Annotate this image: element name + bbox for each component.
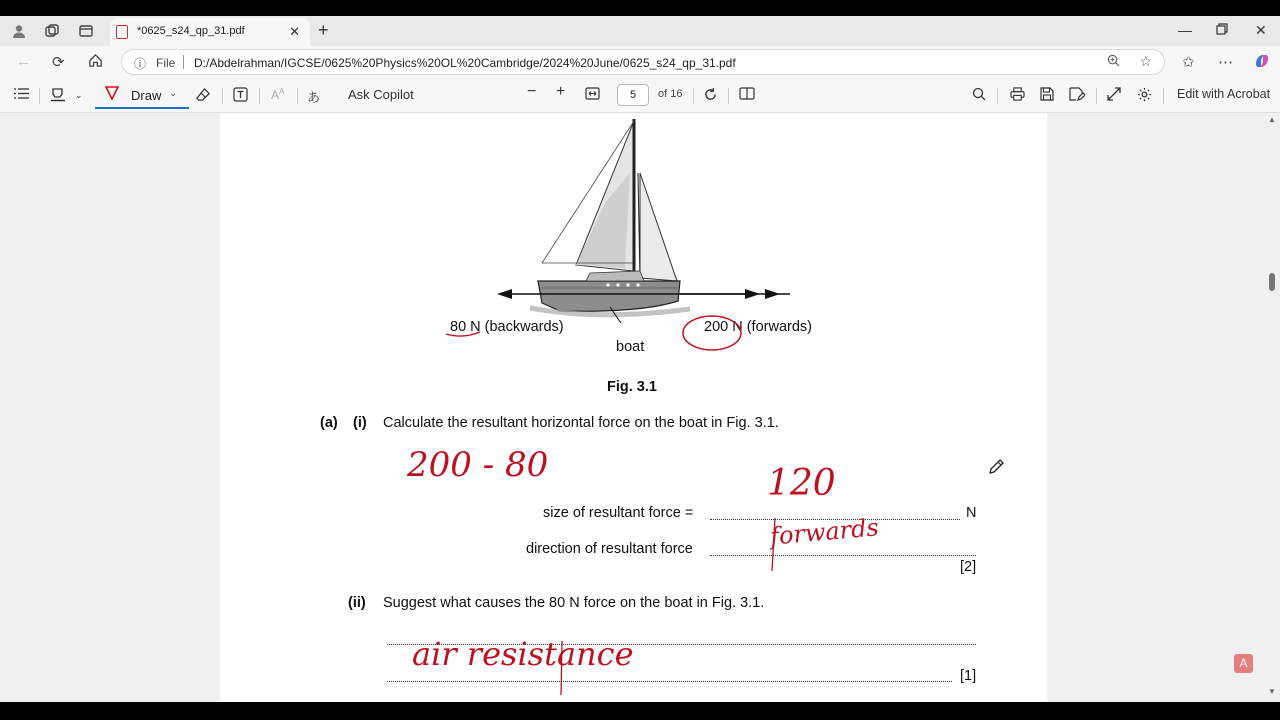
direction-answer-line[interactable] [710,554,976,556]
more-menu-icon[interactable]: ⋯ [1218,54,1233,71]
tab-actions-icon[interactable] [77,22,95,40]
highlight-icon[interactable] [50,87,66,105]
translate-icon[interactable]: あ [307,90,321,105]
close-tab-icon[interactable]: ✕ [289,24,300,39]
marks-i: [2] [960,559,977,575]
settings-gear-icon[interactable] [1137,87,1152,105]
part-ii-label: (ii) [348,595,366,611]
answer-line-2[interactable] [387,680,952,682]
scrollbar-thumb[interactable] [1269,273,1275,291]
tab-pdf[interactable] [110,18,310,46]
scroll-down-icon[interactable]: ▼ [1268,687,1276,696]
highlight-chevron-icon[interactable]: ⌄ [75,90,83,100]
draw-button[interactable] [95,81,189,109]
find-icon[interactable] [972,87,986,104]
pdf-viewer[interactable] [0,113,1280,702]
size-unit: N [966,505,977,521]
profile-icon[interactable] [10,22,28,40]
handwritten-direction-answer: forwards [768,513,880,551]
favorites-icon[interactable]: ✩ [1182,54,1195,71]
new-tab-icon[interactable]: + [318,20,329,40]
draw-label: Draw [131,88,162,103]
handwritten-working: 200 - 80 [407,445,549,485]
toolbar-divider [1163,88,1164,104]
handwritten-cause-answer: air resistance [412,635,634,673]
toolbar-divider [259,88,260,104]
part-a-label: (a) [320,415,338,431]
part-i-label: (i) [353,415,367,431]
ink-annotations [220,113,1047,702]
restore-icon[interactable] [1216,22,1228,38]
toolbar-divider [1096,88,1097,104]
toolbar-divider [693,88,694,104]
draw-chevron-icon[interactable]: ⌄ [169,88,178,99]
workspaces-icon[interactable] [43,22,61,40]
fullscreen-icon[interactable] [1107,87,1121,104]
pdf-file-icon [116,25,128,39]
zoom-in-icon[interactable]: + [556,83,566,100]
back-icon[interactable]: ← [16,53,31,70]
toolbar-divider [222,88,223,104]
print-icon[interactable] [1010,87,1025,104]
page-view-icon[interactable] [739,87,755,103]
close-window-icon[interactable]: ✕ [1255,22,1267,38]
boat-label: boat [616,339,645,355]
browser-window [0,16,1280,702]
copilot-icon[interactable] [1253,52,1271,74]
text-box-icon[interactable] [233,87,248,105]
page-total: of 16 [658,88,683,100]
handwritten-size-answer: 120 [767,463,836,504]
pdf-toolbar [0,78,1280,113]
eraser-icon[interactable] [196,87,211,105]
favorite-star-icon[interactable]: ☆ [1139,53,1152,69]
toolbar-divider [728,88,729,104]
question-ii-text: Suggest what causes the 80 N force on the boat in Fig. 3.1. [383,595,765,611]
contents-icon[interactable] [14,87,29,103]
address-bar[interactable] [121,49,1165,75]
save-icon[interactable] [1040,87,1054,104]
info-icon[interactable]: ⓘ [134,57,147,71]
page-number-input[interactable]: 5 [617,84,649,106]
ask-copilot-button[interactable]: Ask Copilot [348,87,414,102]
refresh-icon[interactable]: ⟳ [52,54,65,71]
fit-page-icon[interactable] [585,87,600,103]
scroll-up-icon[interactable]: ▲ [1268,115,1276,124]
zoom-out-icon[interactable]: − [527,83,537,100]
draw-pen-icon [105,86,119,103]
navigation-bar [0,46,1280,78]
read-aloud-icon[interactable]: $A^A$ [271,87,285,102]
right-force-label: 200 N (forwards) [704,319,812,335]
pencil-cursor-icon [987,458,1005,481]
tab-strip [0,16,1280,46]
direction-label: direction of resultant force [526,541,693,557]
toolbar-divider [39,88,40,104]
edit-with-acrobat-button[interactable]: Edit with Acrobat [1177,87,1271,101]
vertical-scrollbar[interactable] [1265,113,1280,702]
size-label: size of resultant force = [543,505,694,521]
file-scheme-label: File [156,56,176,70]
address-separator [183,55,184,69]
url-text[interactable]: D:/Abdelrahman/IGCSE/0625%20Physics%20OL%20Cambridge/2024%20June/0625_s24_qp_31.pdf [194,56,736,70]
marks-ii: [1] [960,668,977,684]
left-force-label: 80 N (backwards) [450,319,564,335]
figure-caption: Fig. 3.1 [607,379,657,395]
minimize-icon[interactable]: — [1178,22,1192,38]
toolbar-divider [297,88,298,104]
rotate-icon[interactable] [703,87,718,105]
home-icon[interactable] [88,53,103,72]
pdf-page [220,113,1047,702]
acrobat-icon[interactable]: A [1234,654,1253,673]
tab-title: *0625_s24_qp_31.pdf [137,25,245,37]
zoom-icon[interactable] [1107,54,1120,70]
save-as-icon[interactable] [1069,87,1085,104]
question-i-text: Calculate the resultant horizontal force on the boat in Fig. 3.1. [383,415,779,431]
toolbar-divider [997,88,998,104]
